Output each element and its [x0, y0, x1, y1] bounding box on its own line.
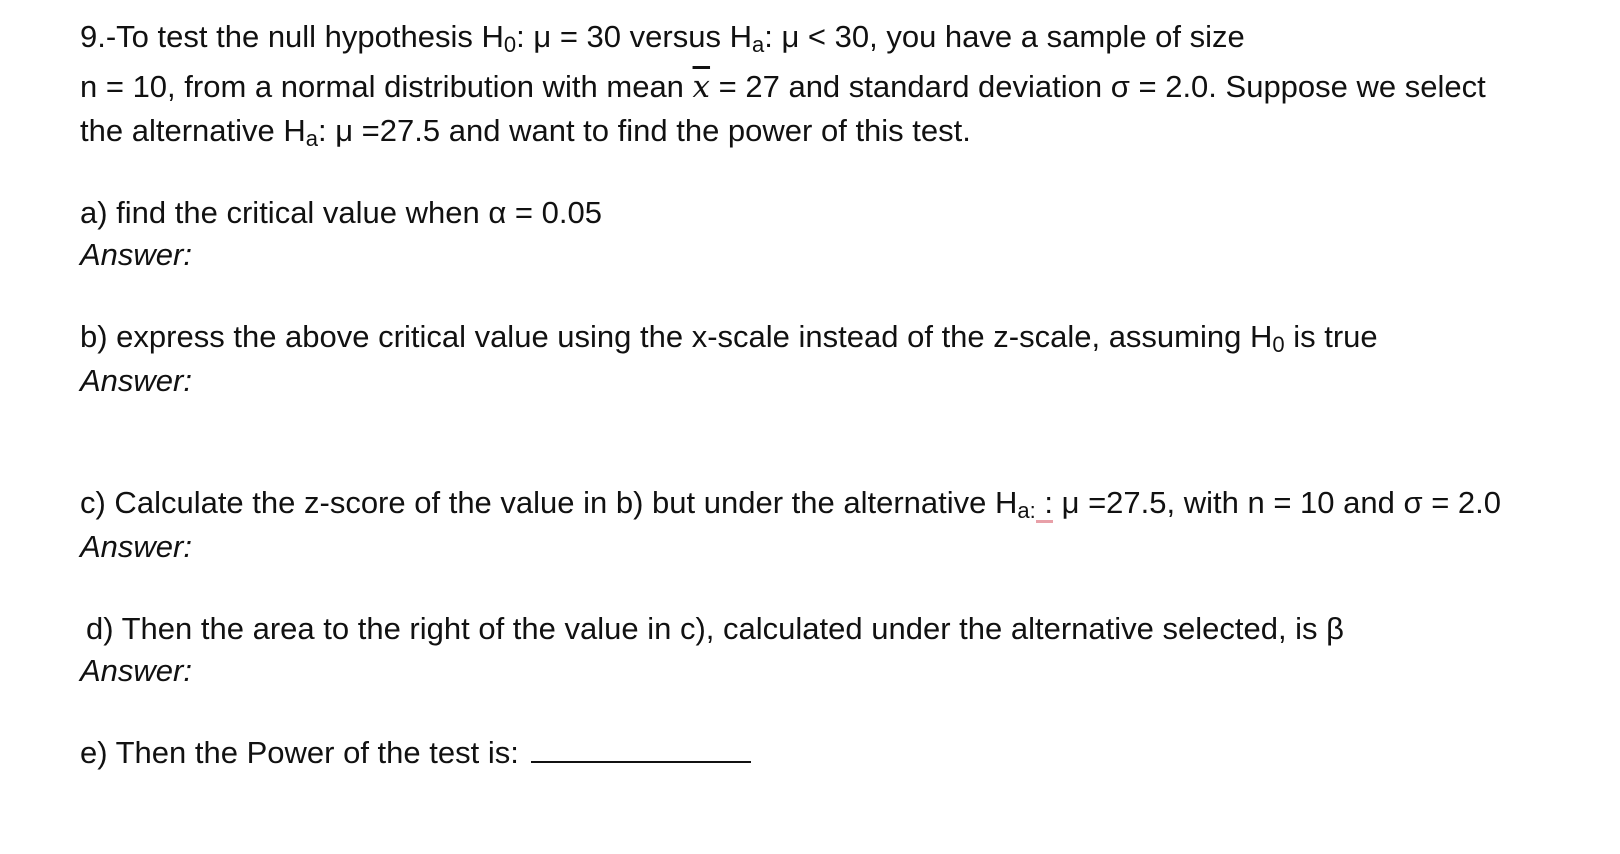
part-c-question-text-b: μ =27.5, with n = 10 and σ = 2.0	[1052, 485, 1502, 520]
problem-line-1-text-b: : μ = 30 versus H	[516, 19, 752, 54]
alt-hypothesis-subscript: a	[751, 32, 765, 57]
part-b-question	[80, 318, 1378, 356]
problem-line-3-text-b: : μ =27.5 and want to find the power of this test.	[317, 113, 971, 148]
problem-line-1-text-c: : μ < 30, you have a sample of size	[764, 19, 1245, 54]
power-answer-blank[interactable]	[531, 735, 751, 763]
null-hypothesis-subscript: 0	[1272, 332, 1285, 357]
alt-hypothesis-subscript: a	[305, 126, 318, 151]
part-a-question: a) find the critical value when α = 0.05	[80, 195, 602, 230]
part-b-question-text-b: is true	[1284, 319, 1378, 354]
problem-line-3-text-a: the alternative H	[80, 113, 306, 148]
problem-line-2	[80, 68, 1486, 106]
problem-line-1-text-a: 9.-To test the null hypothesis H	[80, 19, 504, 54]
part-b-answer-label: Answer:	[80, 363, 192, 398]
problem-line-3	[80, 112, 971, 150]
part-a-answer-label: Answer:	[80, 237, 192, 272]
problem-line-2-text-b: = 27 and standard deviation σ = 2.0. Suppose we select	[710, 69, 1486, 104]
problem-line-2-text-a: n = 10, from a normal distribution with mean	[80, 69, 693, 104]
alt-hypothesis-subscript: a:	[1017, 498, 1036, 523]
part-c-question-text-a: c) Calculate the z-score of the value in b) but under the alternative H	[80, 485, 1018, 520]
part-c-question	[80, 484, 1501, 522]
spellcheck-underline: :	[1036, 485, 1053, 523]
part-b-question-text-a: b) express the above critical value using the x-scale instead of the z-scale, assuming H	[80, 319, 1273, 354]
sample-mean-symbol: $\overline{x}$	[692, 69, 711, 105]
part-e-row	[80, 734, 751, 772]
part-c-answer-label: Answer:	[80, 529, 192, 564]
null-hypothesis-subscript: 0	[503, 32, 517, 57]
part-d-question: d) Then the area to the right of the value in c), calculated under the alternative selected, is β	[86, 611, 1344, 646]
part-d-answer-label: Answer:	[80, 653, 192, 688]
part-e-question: e) Then the Power of the test is:	[80, 735, 519, 770]
problem-line-1	[80, 18, 1245, 56]
